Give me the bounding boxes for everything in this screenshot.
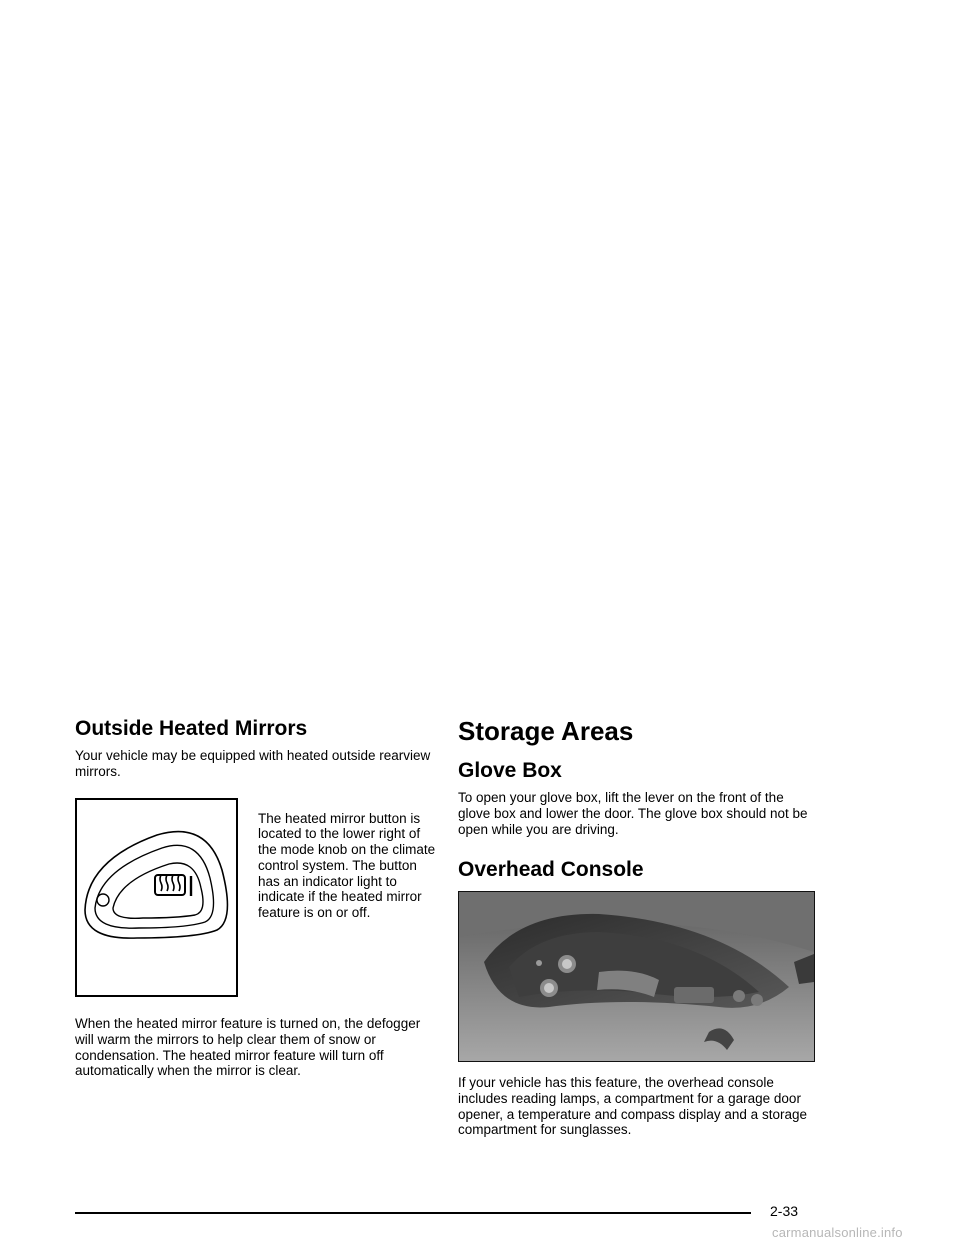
heading-outside-heated-mirrors: Outside Heated Mirrors — [75, 717, 308, 740]
overhead-console-paragraph: If your vehicle has this feature, the overhead console includes reading lamps, a compartment for a garage door opener, a temperature and compass display and a storage compartment for sunglasses. — [458, 1075, 807, 1138]
left-body — [75, 1016, 435, 1079]
heading-storage-areas: Storage Areas — [458, 716, 634, 746]
right-column — [458, 716, 818, 883]
footer-rule — [75, 1212, 751, 1214]
heated-mirror-button-illustration — [75, 798, 238, 997]
heated-mirror-button-icon — [77, 800, 236, 995]
heading-overhead-console: Overhead Console — [458, 858, 644, 882]
intro-paragraph: Your vehicle may be equipped with heated outside rearview mirrors. — [75, 748, 431, 779]
watermark: carmanualsonline.info — [772, 1225, 903, 1240]
page-number: 2-33 — [770, 1203, 799, 1219]
glove-box-paragraph: To open your glove box, lift the lever on the front of the glove box and lower the door. The glove box should not be open while you are driving. — [458, 790, 808, 837]
heated-mirror-body: When the heated mirror feature is turned on, the defogger will warm the mirrors to help clear them of snow or condensation. The heated mirror feature will turn off automatically when the mirror is clear. — [75, 1016, 421, 1079]
heading-glove-box: Glove Box — [458, 759, 562, 782]
heated-mirror-description: The heated mirror button is located to the lower right of the mode knob on the climate control system. The button has an indicator light to indicate if the heated mirror feature is on or off. — [258, 810, 436, 921]
overhead-console-photo — [458, 891, 815, 1062]
left-column — [75, 716, 435, 780]
